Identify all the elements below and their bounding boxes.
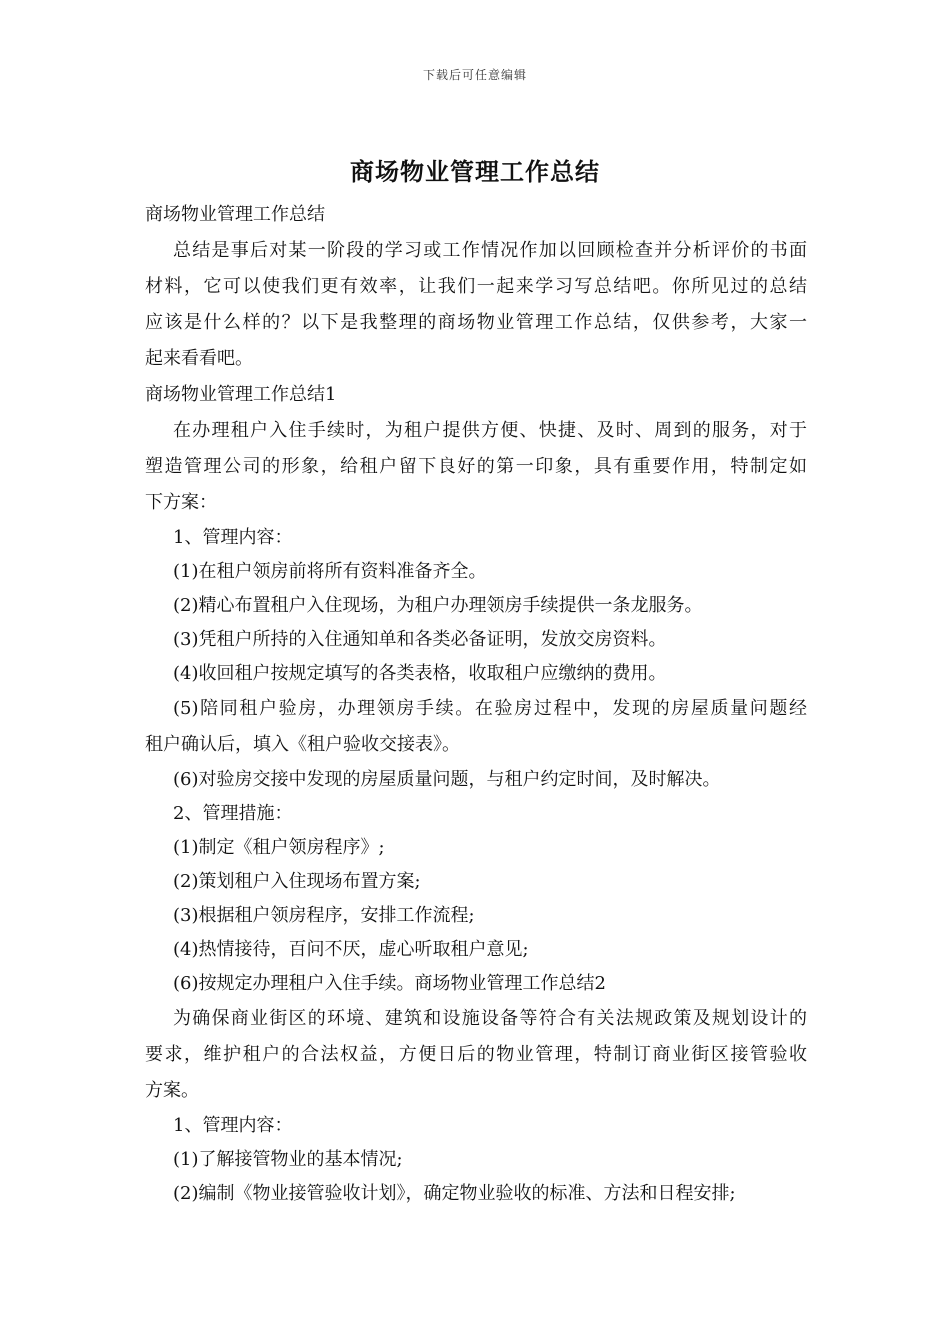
document-body — [145, 197, 807, 1211]
body-text-line: 要求，维护租户的合法权益，方便日后的物业管理，特制订商业街区接管验收 — [145, 1044, 807, 1065]
body-text-line: 起来看看吧。 — [145, 348, 253, 369]
body-text-line: (3)根据租户领房程序，安排工作流程; — [173, 905, 475, 926]
body-text-line: 租户确认后，填入《租户验收交接表》。 — [145, 734, 460, 755]
body-text-line: (1)制定《租户领房程序》; — [173, 837, 385, 858]
body-text-line: (4)收回租户按规定填写的各类表格，收取租户应缴纳的费用。 — [173, 663, 667, 684]
body-text-line: 1、管理内容： — [173, 527, 293, 548]
body-text-line: 塑造管理公司的形象，给租户留下良好的第一印象，具有重要作用，特制定如 — [145, 456, 807, 477]
body-text-line: 应该是什么样的？以下是我整理的商场物业管理工作总结，仅供参考，大家一 — [145, 312, 807, 333]
body-text-line: (6)按规定办理租户入住手续。商场物业管理工作总结2 — [173, 973, 606, 994]
body-text-line: (1)在租户领房前将所有资料准备齐全。 — [173, 561, 487, 582]
body-text-line: (2)编制《物业接管验收计划》，确定物业验收的标准、方法和日程安排; — [173, 1183, 736, 1204]
body-text-line: 商场物业管理工作总结1 — [145, 384, 337, 405]
body-text-line: (6)对验房交接中发现的房屋质量问题，与租户约定时间，及时解决。 — [173, 769, 721, 790]
body-text-line: (5)陪同租户验房，办理领房手续。在验房过程中，发现的房屋质量问题经 — [173, 698, 807, 719]
page-header-note: 下载后可任意编辑 — [422, 68, 527, 82]
body-text-line: 在办理租户入住手续时，为租户提供方便、快捷、及时、周到的服务，对于 — [173, 420, 807, 441]
body-text-line: 1、管理内容： — [173, 1115, 293, 1136]
body-text-line: 商场物业管理工作总结 — [145, 204, 325, 225]
body-text-line: 2、管理措施： — [173, 803, 293, 824]
body-text-line: (1)了解接管物业的基本情况; — [173, 1149, 403, 1170]
body-text-line: (2)精心布置租户入住现场，为租户办理领房手续提供一条龙服务。 — [173, 595, 703, 616]
body-text-line: (3)凭租户所持的入住通知单和各类必备证明，发放交房资料。 — [173, 629, 667, 650]
body-text-line: 总结是事后对某一阶段的学习或工作情况作加以回顾检查并分析评价的书面 — [173, 240, 807, 261]
body-text-line: 方案。 — [145, 1080, 199, 1101]
body-text-line: 下方案： — [145, 492, 217, 513]
document-title: 商场物业管理工作总结 — [350, 157, 600, 186]
body-text-line: (2)策划租户入住现场布置方案; — [173, 871, 421, 892]
body-text-line: 为确保商业街区的环境、建筑和设施设备等符合有关法规政策及规划设计的 — [173, 1008, 807, 1029]
body-text-line: 材料，它可以使我们更有效率，让我们一起来学习写总结吧。你所见过的总结 — [145, 276, 807, 297]
body-text-line: (4)热情接待，百问不厌，虚心听取租户意见; — [173, 939, 529, 960]
